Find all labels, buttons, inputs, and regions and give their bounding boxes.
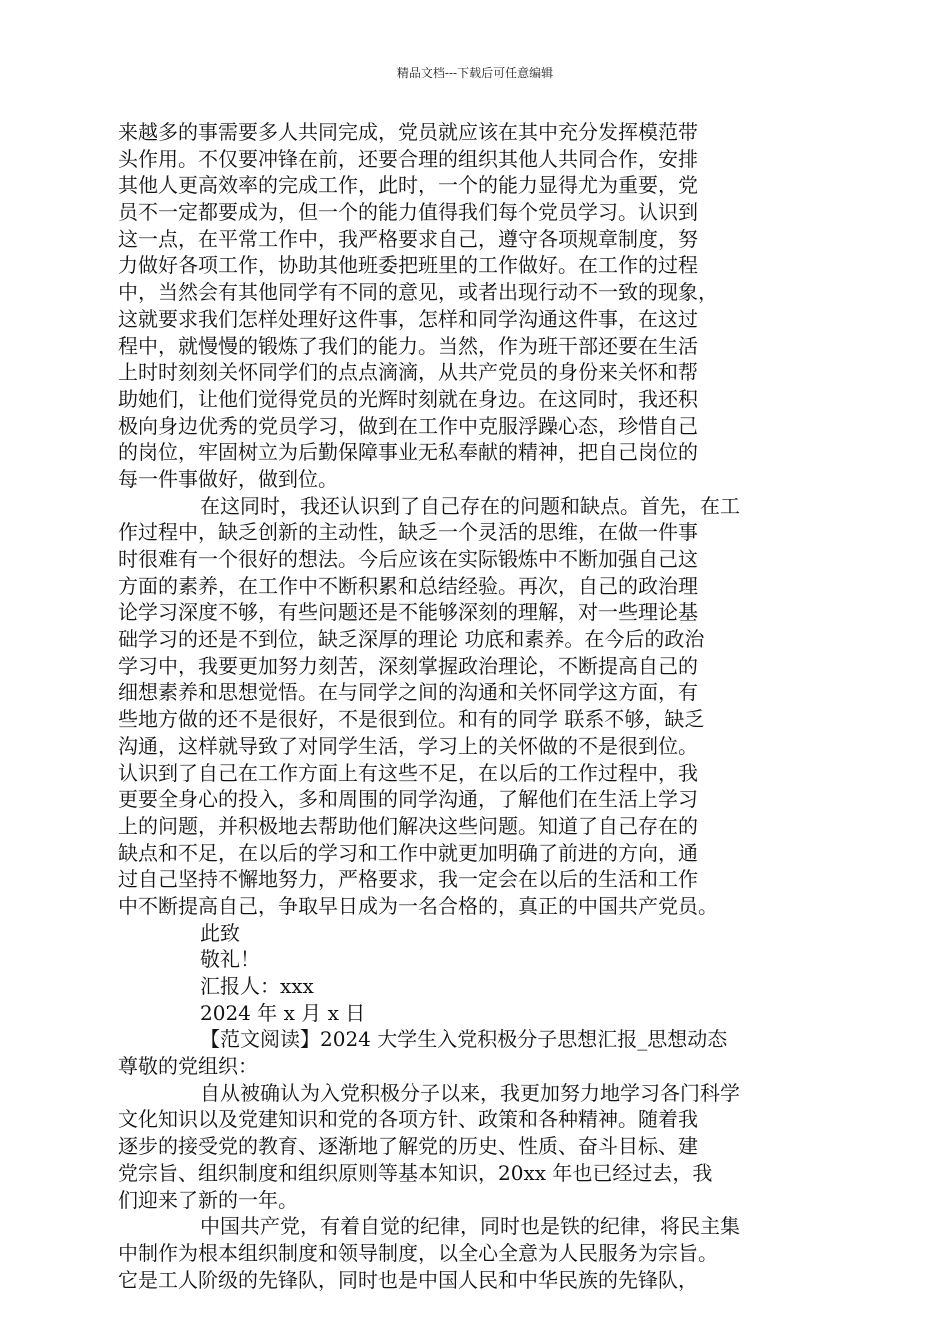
text-line: 础学习的还是不到位，缺乏深厚的理论 功底和素养。在今后的政治 [118,627,705,652]
text-line: 们迎来了新的一年。 [118,1187,298,1212]
text-line: 其他人更高效率的完成工作，此时，一个的能力显得尤为重要，党 [118,173,698,198]
document-body [118,119,840,1293]
text-line: 文化知识以及党建知识和党的各项方针、政策和各种精神。随着我 [118,1107,698,1132]
report-date: 2024 年 x 月 x 日 [200,1000,366,1025]
text-line: 程中，就慢慢的锻炼了我们的能力。当然，作为班干部还要在生活 [118,333,698,358]
text-line: 上时时刻刻关怀同学们的点点滴滴，从共产党员的身份来关怀和帮 [118,360,698,385]
text-line: 细想素养和思想觉悟。在与同学之间的沟通和关怀同学这方面，有 [118,680,698,705]
paragraph-start-line: 自从被确认为入党积极分子以来，我更加努力地学习各门科学 [200,1080,740,1105]
closing-salutation: 此致 [200,920,240,945]
text-line: 员不一定都要成为，但一个的能力值得我们每个党员学习。认识到 [118,200,698,225]
text-line: 中不断提高自己，争取早日成为一名合格的，真正的中国共产党员。 [118,893,718,918]
text-line: 上的问题，并积极地去帮助他们解决这些问题。知道了自己存在的 [118,813,698,838]
text-line: 力做好各项工作，协助其他班委把班里的工作做好。在工作的过程 [118,253,698,278]
text-line: 论学习深度不够，有些问题还是不能够深刻的理解，对一些理论基 [118,600,698,625]
reporter-signature: 汇报人：xxx [200,974,314,998]
text-line: 方面的素养，在工作中不断积累和总结经验。再次，自己的政治理 [118,573,698,598]
text-line: 过自己坚持不懈地努力，严格要求，我一定会在以后的生活和工作 [118,867,698,892]
text-line: 些地方做的还不是很好，不是很到位。和有的同学 联系不够，缺乏 [118,707,705,732]
text-line: 每一件事做好，做到位。 [118,466,338,491]
text-line: 中制作为根本组织制度和领导制度，以全心全意为人民服务为宗旨。 [118,1240,718,1265]
text-line: 极向身边优秀的党员学习，做到在工作中克服浮躁心态，珍惜自己 [118,413,698,438]
text-line: 助她们，让他们觉得党员的光辉时刻就在身边。在这同时，我还积 [118,386,698,411]
text-line: 逐步的接受党的教育、逐渐地了解党的历史、性质、奋斗目标、建 [118,1134,698,1159]
text-line: 作过程中，缺乏创新的主动性，缺乏一个灵活的思维，在做一件事 [118,520,698,545]
paragraph-start-line: 在这同时，我还认识到了自己存在的问题和缺点。首先，在工 [200,493,740,518]
text-line: 缺点和不足，在以后的学习和工作中就更加明确了前进的方向，通 [118,840,698,865]
letter-greeting: 尊敬的党组织： [118,1054,258,1079]
paragraph-start-line: 中国共产党，有着自觉的纪律，同时也是铁的纪律，将民主集 [200,1214,740,1239]
text-line: 认识到了自己在工作方面上有这些不足，在以后的工作过程中，我 [118,760,698,785]
text-line: 更要全身心的投入，多和周围的同学沟通，了解他们在生活上学习 [118,787,698,812]
text-line: 这就要求我们怎样处理好这件事，怎样和同学沟通这件事，在这过 [118,306,698,331]
section-heading: 【范文阅读】2024 大学生入党积极分子思想汇报_思想动态 [200,1027,728,1052]
text-line: 的岗位，牢固树立为后勤保障事业无私奉献的精神，把自己岗位的 [118,440,698,465]
text-line: 时很难有一个很好的想法。今后应该在实际锻炼中不断加强自己这 [118,547,698,571]
text-line: 沟通，这样就导致了对同学生活，学习上的关怀做的不是很到位。 [118,733,698,758]
page-header: 精品文档---下载后可任意编辑 [396,66,554,80]
text-line: 它是工人阶级的先锋队，同时也是中国人民和中华民族的先锋队， [118,1267,698,1292]
text-line: 这一点，在平常工作中，我严格要求自己，遵守各项规章制度，努 [118,226,698,251]
text-line: 学习中，我要更加努力刻苦，深刻掌握政治理论，不断提高自己的 [118,653,698,678]
text-line: 来越多的事需要多人共同完成，党员就应该在其中充分发挥模范带 [118,120,698,144]
closing-regards: 敬礼！ [200,947,260,972]
text-line: 头作用。不仅要冲锋在前，还要合理的组织其他人共同合作，安排 [118,146,698,171]
text-line: 中，当然会有其他同学有不同的意见，或者出现行动不一致的现象， [118,280,718,305]
text-line: 党宗旨、组织制度和组织原则等基本知识，20xx 年也已经过去，我 [118,1160,713,1185]
